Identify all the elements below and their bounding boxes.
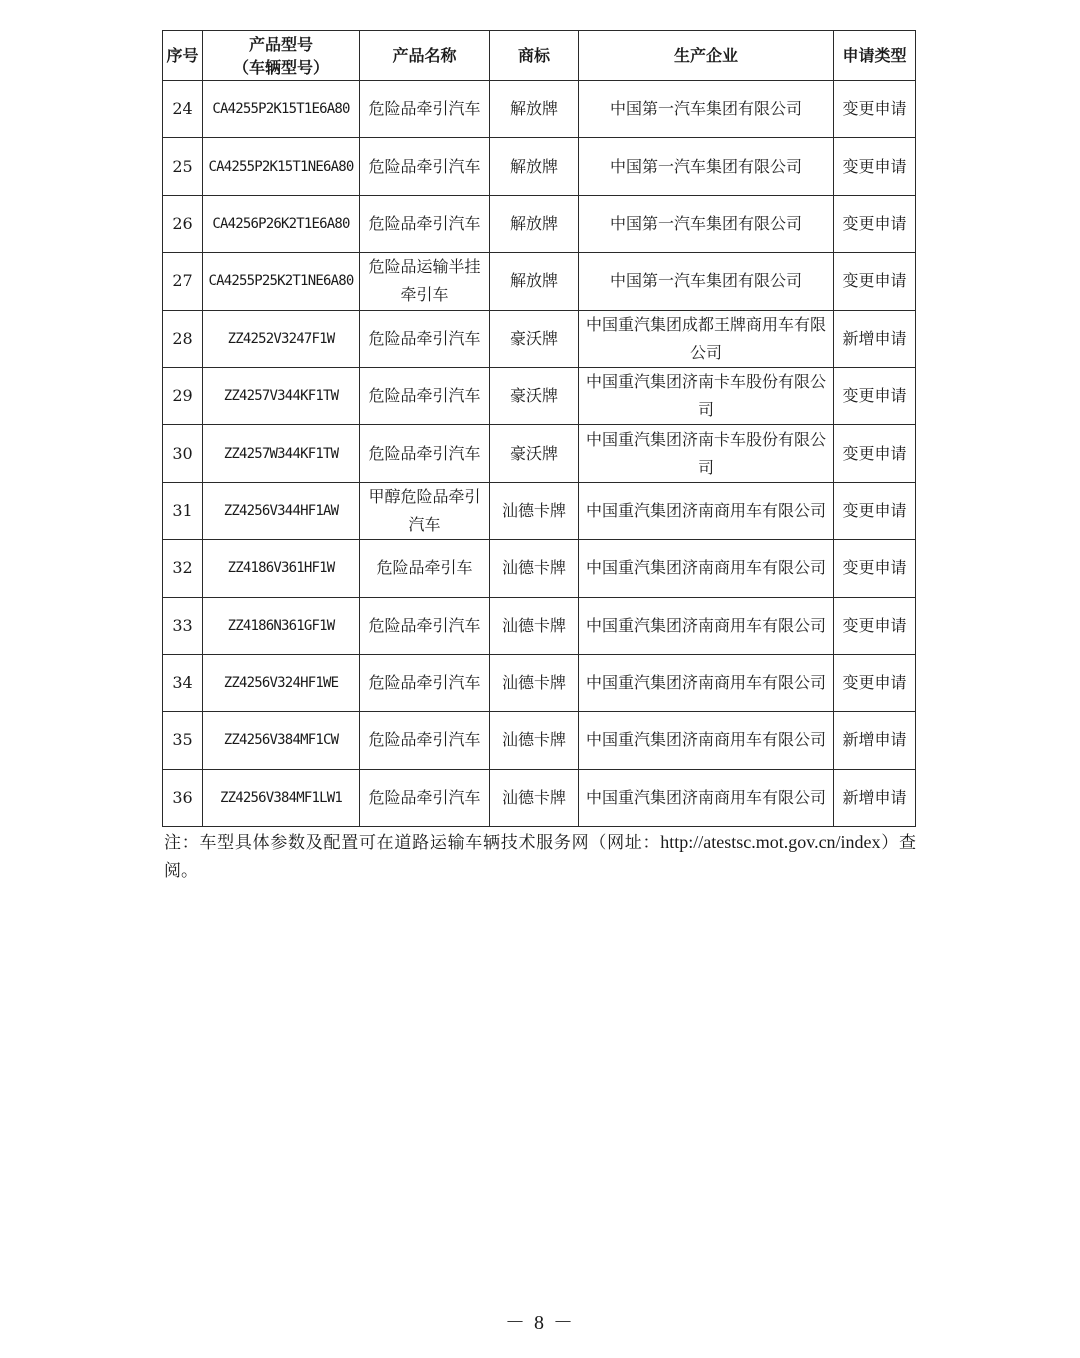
cell-application-type: 变更申请: [834, 81, 916, 138]
cell-brand: 汕德卡牌: [490, 482, 579, 539]
header-brand: 商标: [490, 31, 579, 81]
cell-index: 31: [163, 482, 203, 539]
cell-product-name: 危险品牵引汽车: [360, 310, 490, 367]
note-suffix: ）查阅。: [164, 833, 917, 881]
cell-index: 32: [163, 540, 203, 597]
cell-brand: 解放牌: [490, 253, 579, 310]
cell-application-type: 变更申请: [834, 425, 916, 482]
table-row: [163, 654, 916, 711]
cell-application-type: 变更申请: [834, 654, 916, 711]
cell-index: 35: [163, 712, 203, 769]
cell-brand: 汕德卡牌: [490, 769, 579, 826]
cell-manufacturer: 中国重汽集团济南卡车股份有限公司: [579, 367, 834, 424]
cell-application-type: 变更申请: [834, 367, 916, 424]
cell-index: 34: [163, 654, 203, 711]
cell-brand: 汕德卡牌: [490, 540, 579, 597]
cell-manufacturer: 中国重汽集团济南商用车有限公司: [579, 597, 834, 654]
note-url: http://atestsc.mot.gov.cn/index: [660, 832, 881, 852]
cell-model: CA4255P25K2T1NE6A80: [203, 253, 360, 310]
cell-index: 26: [163, 195, 203, 252]
header-index: 序号: [163, 31, 203, 81]
header-name: 产品名称: [360, 31, 490, 81]
cell-model: ZZ4256V384MF1CW: [203, 712, 360, 769]
cell-brand: 解放牌: [490, 81, 579, 138]
header-type: 申请类型: [834, 31, 916, 81]
cell-model: ZZ4186V361HF1W: [203, 540, 360, 597]
cell-manufacturer: 中国第一汽车集团有限公司: [579, 195, 834, 252]
table-row: [163, 425, 916, 482]
table-row: [163, 540, 916, 597]
table-row: [163, 769, 916, 826]
cell-manufacturer: 中国重汽集团济南卡车股份有限公司: [579, 425, 834, 482]
cell-product-name: 危险品牵引汽车: [360, 769, 490, 826]
cell-brand: 豪沃牌: [490, 367, 579, 424]
cell-application-type: 变更申请: [834, 482, 916, 539]
table-row: [163, 81, 916, 138]
cell-brand: 豪沃牌: [490, 310, 579, 367]
table-row: [163, 482, 916, 539]
table-row: [163, 253, 916, 310]
cell-index: 25: [163, 138, 203, 195]
note-prefix: 注：车型具体参数及配置可在道路运输车辆技术服务网（网址：: [164, 833, 661, 853]
cell-manufacturer: 中国重汽集团济南商用车有限公司: [579, 769, 834, 826]
cell-index: 24: [163, 81, 203, 138]
cell-model: ZZ4256V324HF1WE: [203, 654, 360, 711]
cell-index: 29: [163, 367, 203, 424]
table-row: [163, 138, 916, 195]
cell-brand: 汕德卡牌: [490, 597, 579, 654]
cell-brand: 解放牌: [490, 138, 579, 195]
cell-manufacturer: 中国第一汽车集团有限公司: [579, 138, 834, 195]
header-manufacturer: 生产企业: [579, 31, 834, 81]
cell-application-type: 变更申请: [834, 195, 916, 252]
cell-index: 33: [163, 597, 203, 654]
cell-product-name: 危险品牵引汽车: [360, 712, 490, 769]
cell-product-name: 危险品运输半挂牵引车: [360, 253, 490, 310]
cell-product-name: 危险品牵引汽车: [360, 81, 490, 138]
cell-model: ZZ4256V384MF1LW1: [203, 769, 360, 826]
cell-manufacturer: 中国重汽集团济南商用车有限公司: [579, 482, 834, 539]
cell-model: ZZ4257W344KF1TW: [203, 425, 360, 482]
cell-brand: 豪沃牌: [490, 425, 579, 482]
vehicle-table: [162, 30, 916, 827]
cell-index: 36: [163, 769, 203, 826]
cell-product-name: 危险品牵引汽车: [360, 367, 490, 424]
cell-manufacturer: 中国第一汽车集团有限公司: [579, 253, 834, 310]
cell-application-type: 新增申请: [834, 712, 916, 769]
cell-manufacturer: 中国重汽集团济南商用车有限公司: [579, 654, 834, 711]
cell-brand: 汕德卡牌: [490, 654, 579, 711]
page-number: － 8 －: [505, 1312, 575, 1334]
cell-model: ZZ4186N361GF1W: [203, 597, 360, 654]
header-model: [203, 31, 360, 81]
note: [164, 828, 916, 885]
cell-product-name: 危险品牵引汽车: [360, 597, 490, 654]
table-row: [163, 597, 916, 654]
cell-product-name: 甲醇危险品牵引汽车: [360, 482, 490, 539]
cell-product-name: 危险品牵引汽车: [360, 138, 490, 195]
cell-brand: 解放牌: [490, 195, 579, 252]
cell-model: ZZ4252V3247F1W: [203, 310, 360, 367]
cell-product-name: 危险品牵引汽车: [360, 654, 490, 711]
table-header-row: [163, 31, 916, 81]
cell-model: CA4256P26K2T1E6A80: [203, 195, 360, 252]
cell-index: 30: [163, 425, 203, 482]
cell-brand: 汕德卡牌: [490, 712, 579, 769]
cell-application-type: 变更申请: [834, 138, 916, 195]
header-model-line1: 产品型号: [248, 34, 313, 54]
table-body: [163, 81, 916, 827]
cell-product-name: 危险品牵引汽车: [360, 195, 490, 252]
cell-manufacturer: 中国重汽集团济南商用车有限公司: [579, 540, 834, 597]
cell-index: 27: [163, 253, 203, 310]
table-row: [163, 310, 916, 367]
cell-manufacturer: 中国重汽集团成都王牌商用车有限公司: [579, 310, 834, 367]
cell-application-type: 变更申请: [834, 253, 916, 310]
cell-manufacturer: 中国第一汽车集团有限公司: [579, 81, 834, 138]
cell-model: CA4255P2K15T1NE6A80: [203, 138, 360, 195]
cell-product-name: 危险品牵引车: [360, 540, 490, 597]
table-row: [163, 195, 916, 252]
header-model-line2: （车辆型号）: [232, 57, 329, 77]
cell-application-type: 变更申请: [834, 540, 916, 597]
cell-model: ZZ4257V344KF1TW: [203, 367, 360, 424]
cell-application-type: 变更申请: [834, 597, 916, 654]
cell-model: ZZ4256V344HF1AW: [203, 482, 360, 539]
cell-application-type: 新增申请: [834, 310, 916, 367]
table-row: [163, 712, 916, 769]
cell-model: CA4255P2K15T1E6A80: [203, 81, 360, 138]
cell-application-type: 新增申请: [834, 769, 916, 826]
cell-product-name: 危险品牵引汽车: [360, 425, 490, 482]
table-row: [163, 367, 916, 424]
cell-index: 28: [163, 310, 203, 367]
cell-manufacturer: 中国重汽集团济南商用车有限公司: [579, 712, 834, 769]
